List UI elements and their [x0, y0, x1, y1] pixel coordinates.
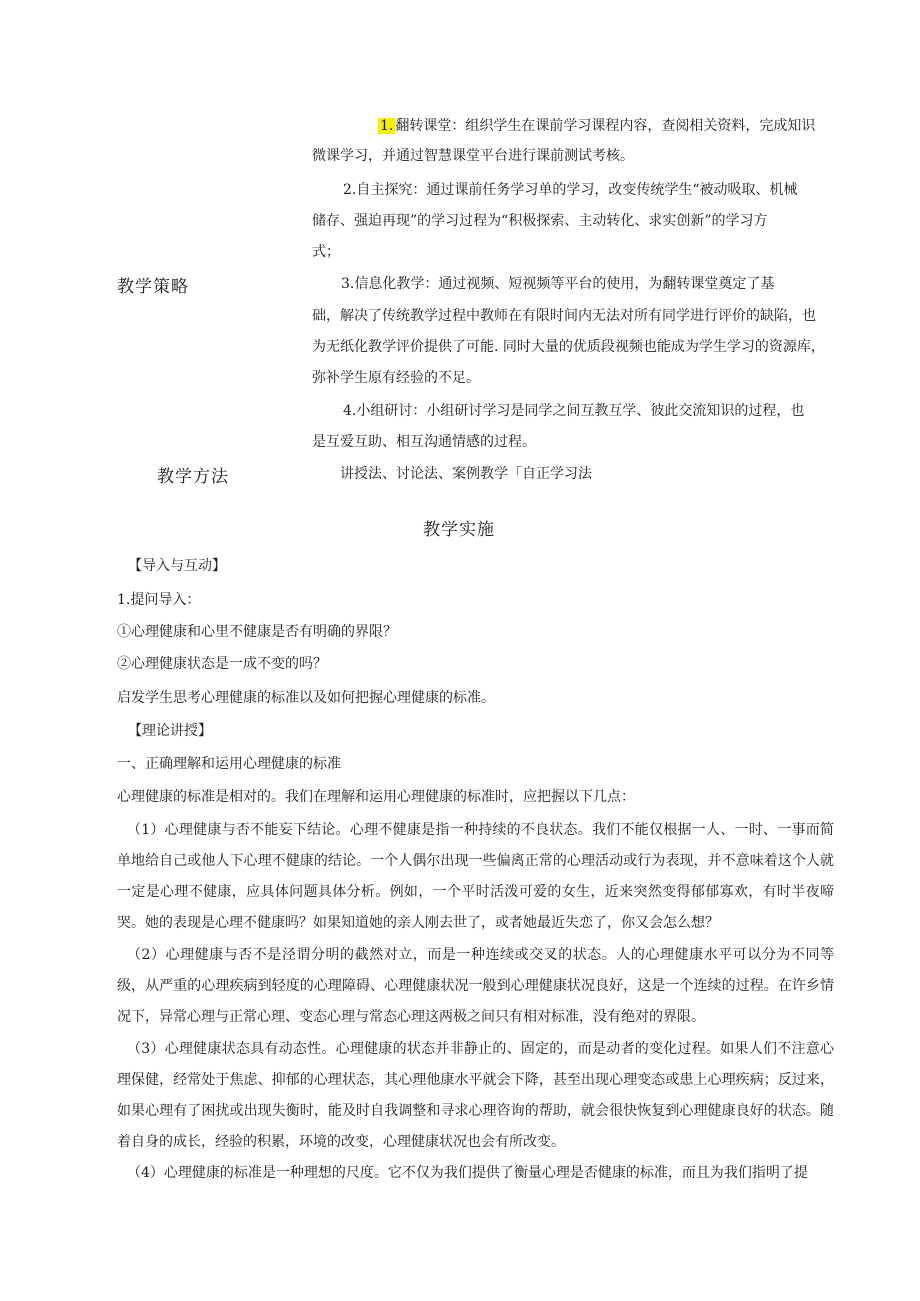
strategy-item-3-line-4: 弥补学生原有经验的不足。	[312, 370, 480, 386]
strategy-item-4-line-2: 是互爱互助、相互沟通情感的过程。	[312, 434, 536, 450]
strategy-item-2-line-3: 式；	[312, 244, 340, 260]
strategy-item-1-text: 翻转课堂：组织学生在课前学习课程内容，查阅相关资料，完成知识	[395, 118, 816, 134]
paragraph-3: （3）心理健康状态具有动态性。心理健康的状态并非静止的、固定的，而是动者的变化过程。如果人们不注意心理保健，经常处于焦虑、抑郁的心理状态，其心理他康水平就会下降，甚至出现心理变态或患上心理疾病；反过来，如果心理有了困扰或出现失衡时，能及时自我调整和寻求心理咨询的帮助，就会很快恢复到心理健康良好的状态。随着自身的成长，经验的积累，环境的改变，心理健康状况也会有所改变。	[117, 1041, 834, 1150]
strategy-item-2-line-1: 2.自主探究：通过课前任务学习单的学习，改变传统学生“被动吸取、机械	[343, 182, 798, 198]
inspire-text: 启发学生思考心理健康的标准以及如何把握心理健康的标准。	[117, 690, 495, 706]
theory-header: 【理论讲授】	[128, 723, 212, 739]
paragraph-1: （1）心理健康与否不能妄下结论。心理不健康是指一种持续的不良状态。我们不能仅根据一人、一时、一事而简单地给自己或他人下心理不健康的结论。一个人偶尔出现一些偏离正常的心理活动或行为表现，并不意味着这个人就一定是心理不健康，应具体问题具体分析。例如，一个平时活泼可爱的女生，近来突然变得郁郁寡欢，有时半夜啼哭。她的表现是心理不健康吗？如果知道她的亲人刚去世了，或者她最近失恋了，你又会怎么想？	[117, 822, 834, 931]
strategy-item-1-line-1	[378, 116, 815, 136]
strategy-item-3-line-3: 为无纸化教学评价提供了可能. 同时大量的优质段视频也能成为学生学习的资源库，	[312, 339, 825, 355]
strategy-item-1-line-2: 微课学习，并通过智慧课堂平台进行课前测试考核。	[312, 148, 634, 164]
strategy-label: 教学策略	[117, 277, 189, 297]
section-1-intro: 心理健康的标准是相对的。我们在理解和运用心理健康的标准时，应把握以下几点：	[117, 789, 635, 805]
highlighted-item-number: 1.	[380, 118, 394, 134]
question-lead: 1.提问导入：	[117, 592, 201, 608]
method-value: 讲授法、讨论法、案例教学「自正学习法	[340, 466, 592, 482]
strategy-item-3-line-1: 3.信息化教学：通过视频、短视频等平台的使用，为翻转课堂奠定了基	[341, 276, 775, 292]
strategy-item-3-line-2: 础，解决了传统教学过程中教师在有限时间内无法对所有同学进行评价的缺陷，也	[312, 308, 816, 324]
question-1: ①心理健康和心里不健康是否有明确的界限？	[117, 624, 397, 640]
method-label: 教学方法	[157, 467, 229, 487]
section-1-heading: 一、正确理解和运用心理健康的标准	[117, 756, 341, 772]
paragraph-2: （2）心理健康与否不是泾谓分明的截然对立，而是一种连续或交叉的状态。人的心理健康水平可以分为不同等级，从严重的心理疾病到轻度的心理障碍、心理健康状况一般到心理健康状况良好，这是一个连续的过程。在许乡情况下，异常心理与正常心理、变态心理与常态心理这两极之间只有相对标准，没有绝对的界限。	[117, 947, 834, 1025]
intro-header: 【导入与互动】	[128, 558, 226, 574]
strategy-item-4-line-1: 4.小组研讨：小组研讨学习是同学之间互教互学、彼此交流知识的过程，也	[343, 403, 805, 419]
strategy-item-2-line-2: 储存、强迫再现”的学习过程为“积极探索、主动转化、求实创新”的学习方	[312, 213, 768, 229]
section-title: 教学实施	[423, 520, 495, 540]
paragraph-4: （4）心理健康的标准是一种理想的尺度。它不仅为我们提供了衡量心理是否健康的标准，而且为我们指明了提	[127, 1165, 808, 1181]
question-2: ②心理健康状态是一成不变的吗？	[117, 656, 327, 672]
